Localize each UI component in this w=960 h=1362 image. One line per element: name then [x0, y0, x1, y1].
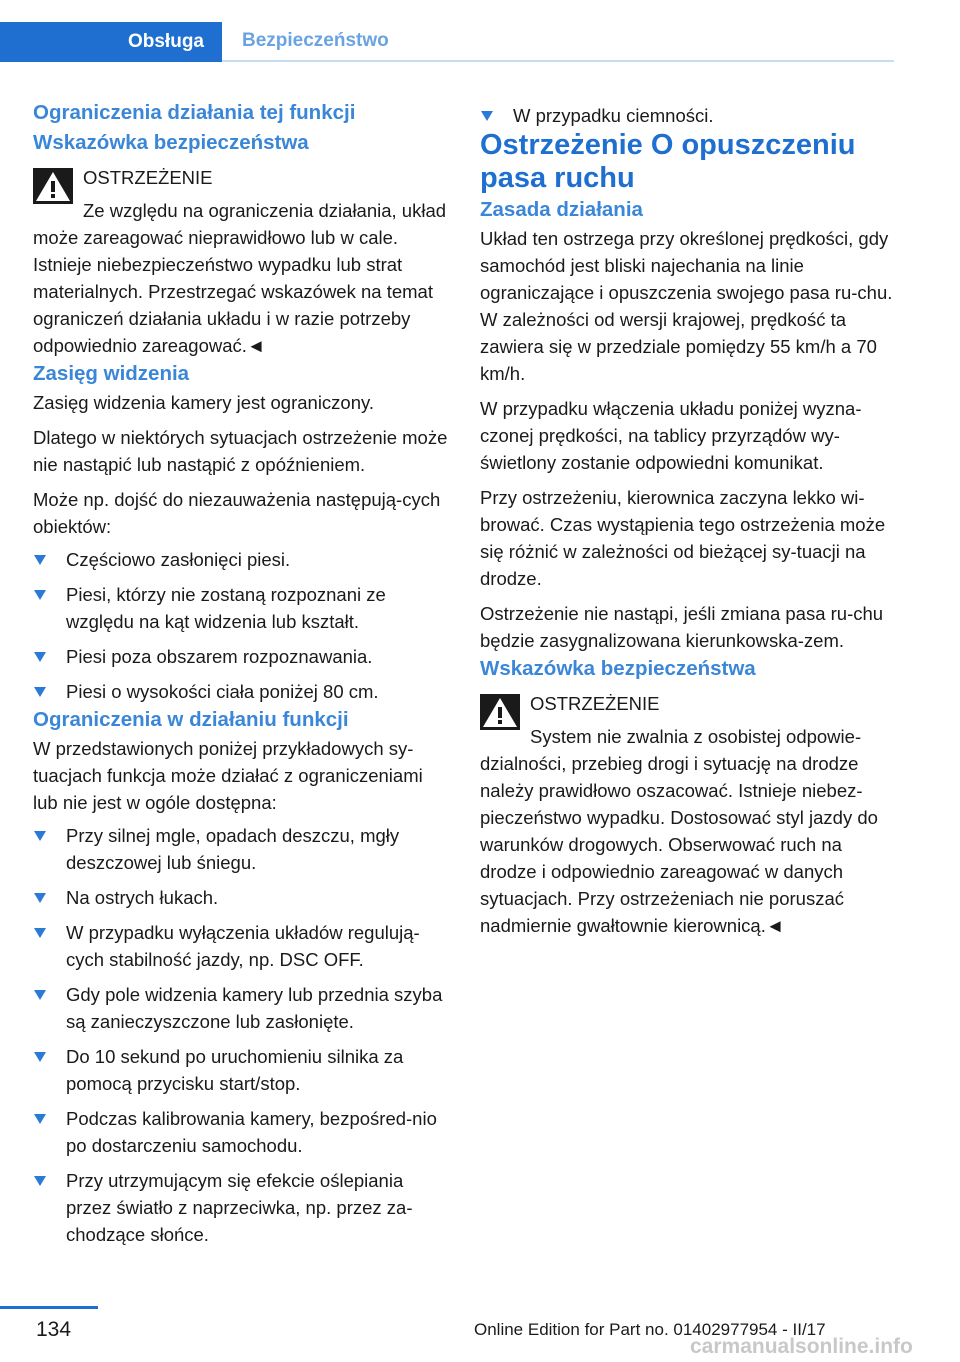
paragraph: Dlatego w niektórych sytuacjach ostrzeżenie może nie nastąpić lub nastąpić z opóźnieniem.	[33, 427, 448, 475]
list-item: Częściowo zasłonięci piesi.	[33, 546, 451, 573]
section-heading-principle: Zasada działania	[480, 198, 643, 221]
list-item: Na ostrych łukach.	[33, 884, 451, 911]
tab-obsluga[interactable]: Obsługa	[0, 22, 222, 62]
tab-bezpieczenstwo[interactable]: Bezpieczeństwo	[222, 22, 894, 62]
section-heading-limits-function: Ograniczenia działania tej funkcji	[33, 101, 356, 124]
bullet-triangle-icon	[34, 990, 46, 1000]
right-column	[480, 98, 898, 939]
paragraph: W przypadku włączenia układu poniżej wyzna-czonej prędkości, na tablicy przyrządów wy-świetlony zostanie odpowiedni komunikat.	[480, 398, 862, 473]
footer-rule	[0, 1306, 98, 1309]
left-column	[33, 98, 451, 1248]
warning-label: OSTRZEŻENIE	[530, 693, 660, 714]
bullet-list	[33, 546, 451, 705]
list-item: Gdy pole widzenia kamery lub przednia szyba są zanieczyszczone lub zasłonięte.	[33, 981, 451, 1035]
bullet-triangle-icon	[34, 652, 46, 662]
list-item: Piesi, którzy nie zostaną rozpoznani ze względu na kąt widzenia lub kształt.	[33, 581, 451, 635]
warning-label: OSTRZEŻENIE	[83, 167, 213, 188]
paragraph: Ostrzeżenie nie nastąpi, jeśli zmiana pasa ru-chu będzie zasygnalizowana kierunkowska-zem.	[480, 603, 884, 651]
paragraph: Układ ten ostrzega przy określonej prędkości, gdy samochód jest bliski najechania na linie ograniczające i opuszczenia swojego pasa ru-chu. W zależności od wersji krajowej, prędkość ta zawiera się w przedziale pomiędzy 55 km/h a 70 km/h.	[480, 228, 893, 384]
bullet-triangle-icon	[34, 831, 46, 841]
warning-block	[33, 164, 451, 359]
watermark: carmanualsonline.info	[690, 1335, 913, 1358]
paragraph: Może np. dojść do niezauważenia następują-cych obiektów:	[33, 489, 441, 537]
bullet-triangle-icon	[481, 111, 493, 121]
bullet-triangle-icon	[34, 555, 46, 565]
warning-text: System nie zwalnia z osobistej odpowie-dzialności, przebieg drogi i sytuację na drodze należy prawidłowo oszacować. Istnieje niebez-pieczeństwo wypadku. Dostosować styl jazdy do warunków drogowych. Obserwować ruch na drodze i odpowiednio zareagować w danych sytuacjach. Przy ostrzeżeniach nie poruszać nadmiernie gwałtownie kierownicą.◄	[480, 726, 878, 936]
bullet-list	[33, 822, 451, 1248]
warning-block	[480, 690, 898, 939]
paragraph: Zasięg widzenia kamery jest ograniczony.	[33, 392, 375, 413]
list-item: Przy silnej mgle, opadach deszczu, mgły deszczowej lub śniegu.	[33, 822, 451, 876]
list-item: Przy utrzymującym się efekcie oślepiania przez światło z naprzeciwka, np. przez za-chodzące słońce.	[33, 1167, 451, 1248]
list-item: Podczas kalibrowania kamery, bezpośred-nio po dostarczeniu samochodu.	[33, 1105, 451, 1159]
page-number: 134	[36, 1318, 72, 1341]
bullet-triangle-icon	[34, 590, 46, 600]
list-item: W przypadku ciemności.	[480, 102, 898, 129]
safety-note-heading: Wskazówka bezpieczeństwa	[480, 657, 756, 680]
warning-triangle-icon	[480, 694, 520, 730]
list-item: Piesi poza obszarem rozpoznawania.	[33, 643, 451, 670]
warning-text: Ze względu na ograniczenia działania, układ może zareagować nieprawidłowo lub w cale. Istnieje niebezpieczeństwo wypadku lub strat materialnych. Przestrzegać wskazówek na temat ograniczeń działania układu i w razie potrzeby odpowiednio zareagować.◄	[33, 200, 447, 356]
bullet-triangle-icon	[34, 928, 46, 938]
safety-note-heading: Wskazówka bezpieczeństwa	[33, 131, 309, 154]
section-heading-range: Zasięg widzenia	[33, 362, 190, 385]
bullet-triangle-icon	[34, 1114, 46, 1124]
footer-edition: Online Edition for Part no. 01402977954 - II/17	[474, 1320, 826, 1339]
warning-triangle-icon	[33, 168, 73, 204]
list-item: Piesi o wysokości ciała poniżej 80 cm.	[33, 678, 451, 705]
bullet-triangle-icon	[34, 1052, 46, 1062]
main-heading-lane-departure: Ostrzeżenie O opuszczeniu pasa ruchu	[480, 129, 856, 194]
paragraph: W przedstawionych poniżej przykładowych sy-tuacjach funkcja może działać z ograniczeniami lub nie jest w ogóle dostępna:	[33, 738, 423, 813]
list-item: W przypadku wyłączenia układów regulują-cych stabilność jazdy, np. DSC OFF.	[33, 919, 451, 973]
bullet-list	[480, 102, 898, 129]
bullet-triangle-icon	[34, 893, 46, 903]
section-heading-limits: Ograniczenia w działaniu funkcji	[33, 708, 349, 731]
list-item: Do 10 sekund po uruchomieniu silnika za pomocą przycisku start/stop.	[33, 1043, 451, 1097]
paragraph: Przy ostrzeżeniu, kierownica zaczyna lekko wi-brować. Czas wystąpienia tego ostrzeżenia może się różnić w zależności od bieżącej sy-tuacji na drodze.	[480, 487, 886, 589]
bullet-triangle-icon	[34, 1176, 46, 1186]
bullet-triangle-icon	[34, 687, 46, 697]
